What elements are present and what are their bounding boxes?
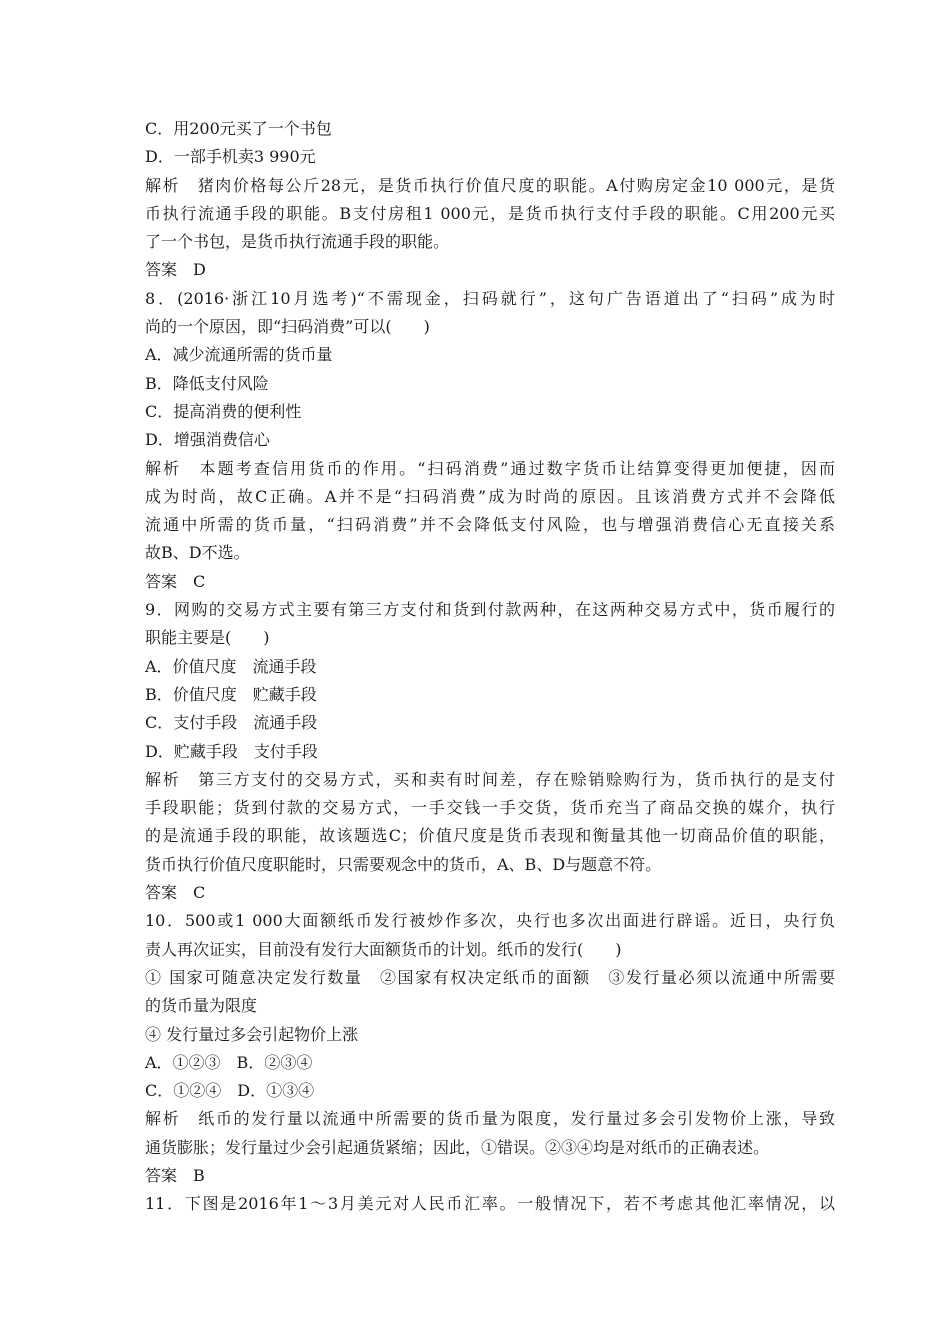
text-line: ① 国家可随意决定发行数量 ②国家有权决定纸币的面额 ③发行量必须以流通中所需要 xyxy=(145,967,835,987)
text-line: C．①②④ D．①③④ xyxy=(145,1081,315,1101)
text-line: 故B、D不选。 xyxy=(145,543,250,563)
text-line: 货币执行价值尺度职能时，只需要观念中的货币，A、B、D与题意不符。 xyxy=(145,854,662,874)
text-line: 答案 D xyxy=(145,260,206,280)
text-line: 尚的一个原因，即“扫码消费”可以( ) xyxy=(145,317,430,337)
text-line: 解析 第三方支付的交易方式，买和卖有时间差，存在赊销赊购行为，货币执行的是支付 xyxy=(145,769,835,789)
text-line: 的货币量为限度 xyxy=(145,996,258,1016)
text-line: 成为时尚，故C正确。A并不是“扫码消费”成为时尚的原因。且该消费方式并不会降低 xyxy=(145,486,835,506)
text-line: C．用200元买了一个书包 xyxy=(145,119,332,138)
text-line: A．价值尺度 流通手段 xyxy=(145,656,317,676)
text-line: 的是流通手段的职能，故该题选C；价值尺度是货币表现和衡量其他一切商品价值的职能， xyxy=(145,826,835,846)
text-line: 了一个书包，是货币执行流通手段的职能。 xyxy=(145,232,450,252)
text-line: A．①②③ B．②③④ xyxy=(145,1052,313,1072)
text-line: 币执行流通手段的职能。B支付房租1 000元，是货币执行支付手段的职能。C用200元买 xyxy=(145,203,835,223)
text-line: ④ 发行量过多会引起物价上涨 xyxy=(145,1024,359,1044)
text-line: 手段职能；货到付款的交易方式，一手交钱一手交货，货币充当了商品交换的媒介，执行 xyxy=(145,798,835,818)
text-line: B．价值尺度 贮藏手段 xyxy=(145,684,317,704)
text-line: D．贮藏手段 支付手段 xyxy=(145,741,318,761)
text-line: 通货膨胀；发行量过少会引起通货紧缩；因此，①错误。②③④均是对纸币的正确表述。 xyxy=(145,1137,770,1157)
text-line: A．减少流通所需的货币量 xyxy=(145,345,333,365)
text-line: 答案 C xyxy=(145,571,206,591)
text-line: C．支付手段 流通手段 xyxy=(145,713,318,733)
text-line: D．增强消费信心 xyxy=(145,430,270,450)
text-line: B．降低支付风险 xyxy=(145,373,269,393)
text-line: C．提高消费的便利性 xyxy=(145,401,302,421)
text-line: 答案 C xyxy=(145,883,206,903)
text-line: 解析 本题考查信用货币的作用。“扫码消费”通过数字货币让结算变得更加便捷，因而 xyxy=(145,458,835,478)
text-line: 流通中所需的货币量，“扫码消费”并不会降低支付风险，也与增强消费信心无直接关系 xyxy=(145,515,835,535)
text-line: D．一部手机卖3 990元 xyxy=(145,147,316,167)
text-line: 9．网购的交易方式主要有第三方支付和货到付款两种，在这两种交易方式中，货币履行的 xyxy=(145,600,835,620)
text-line: 责人再次证实，目前没有发行大面额货币的计划。纸币的发行( ) xyxy=(145,939,622,959)
text-line: 11．下图是2016年1～3月美元对人民币汇率。一般情况下，若不考虑其他汇率情况，以 xyxy=(145,1194,835,1214)
document-body xyxy=(145,115,835,1219)
text-line: 10．500或1 000大面额纸币发行被炒作多次，央行也多次出面进行辟谣。近日，央行负 xyxy=(145,911,835,931)
text-line: 解析 纸币的发行量以流通中所需要的货币量为限度，发行量过多会引发物价上涨，导致 xyxy=(145,1109,835,1129)
text-line: 答案 B xyxy=(145,1165,205,1185)
text-line: 解析 猪肉价格每公斤28元，是货币执行价值尺度的职能。A付购房定金10 000元，是货 xyxy=(145,175,835,195)
text-line: 职能主要是( ) xyxy=(145,628,270,648)
text-line: 8．(2016·浙江10月选考)“不需现金，扫码就行”，这句广告语道出了“扫码”成为时 xyxy=(145,288,835,308)
